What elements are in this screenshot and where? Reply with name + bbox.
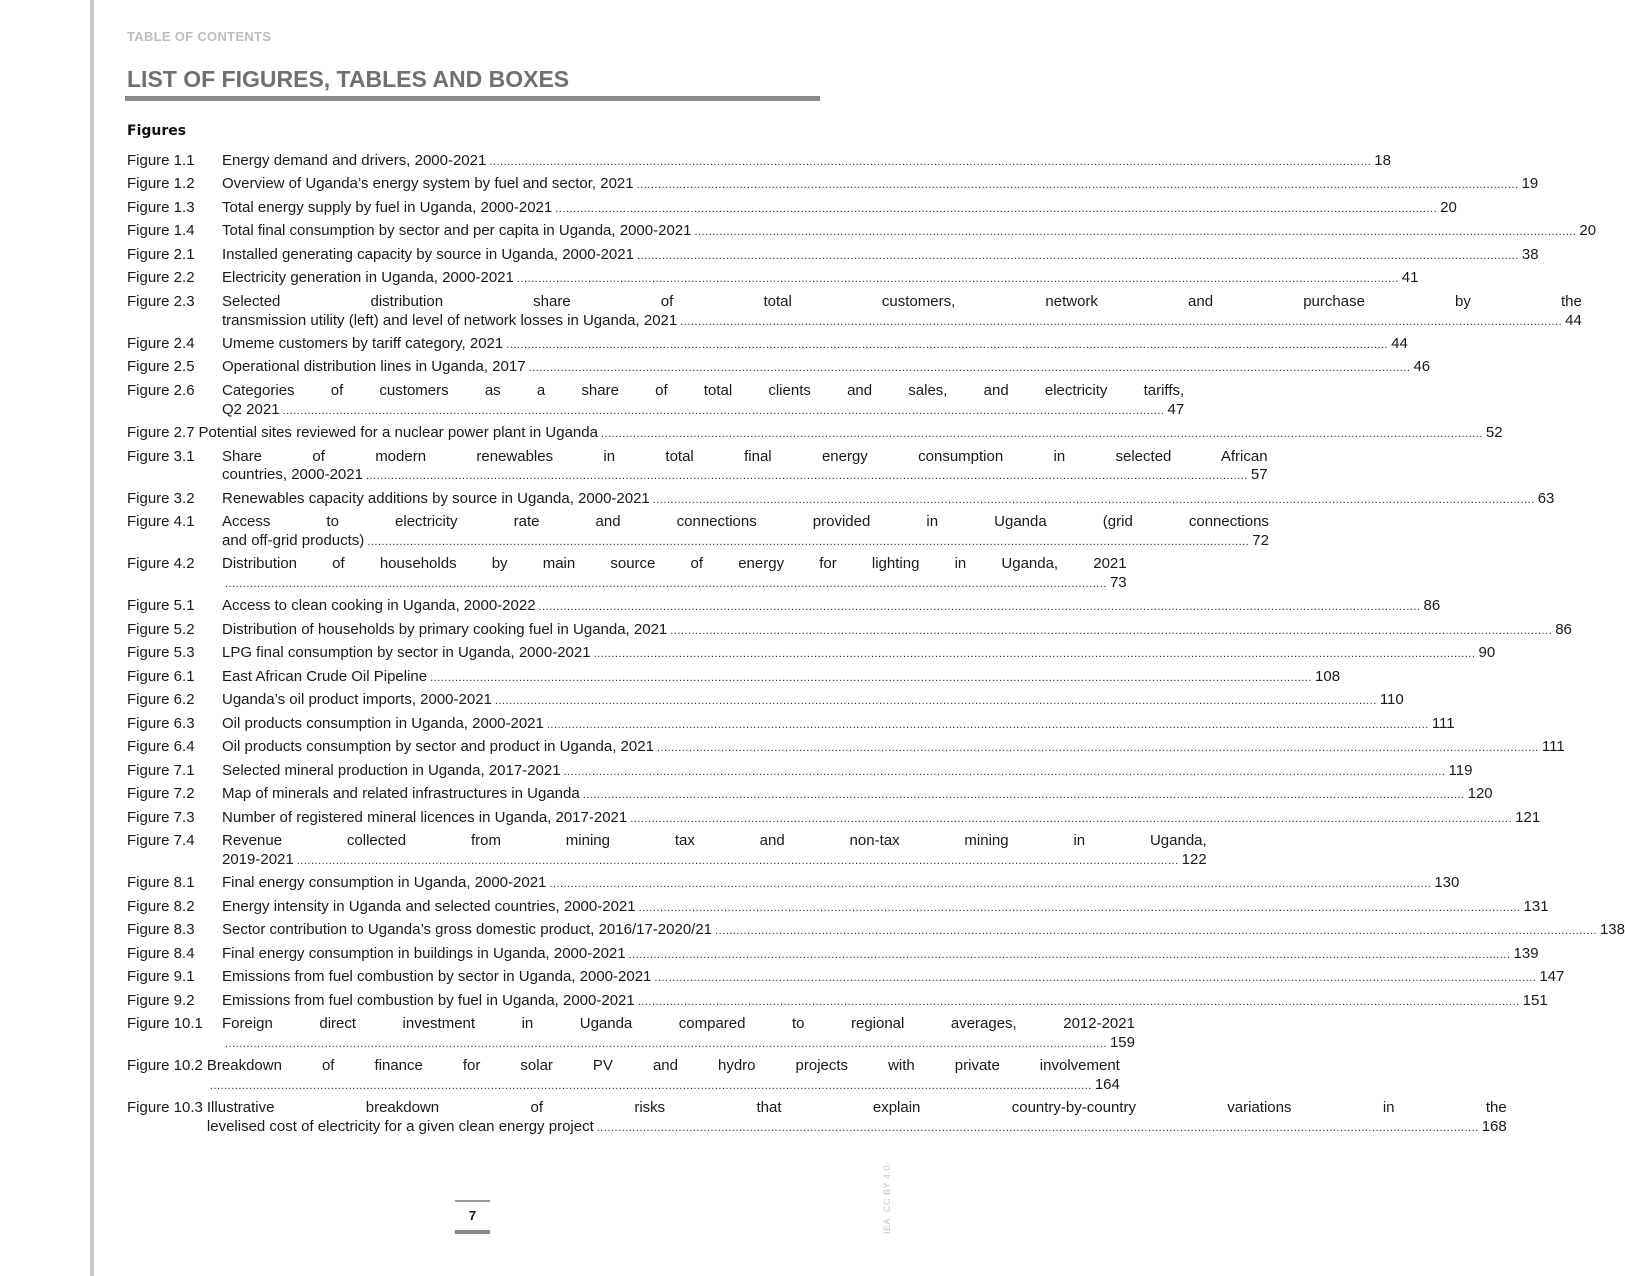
figure-title <box>222 269 1418 289</box>
figure-title <box>222 152 1391 172</box>
dot-leader <box>489 153 1371 172</box>
page-ref: 90 <box>1478 644 1496 662</box>
toc-entry[interactable] <box>127 738 1565 758</box>
figures-heading: Figures <box>127 123 187 139</box>
page-ref: 138 <box>1599 921 1625 939</box>
license-watermark: IEA. CC BY 4.0. <box>882 1162 892 1234</box>
page-ref: 20 <box>1440 198 1457 216</box>
page-ref: 57 <box>1250 466 1268 484</box>
page-ref: 44 <box>1391 334 1408 352</box>
page-ref: 72 <box>1252 531 1269 549</box>
figure-label: Figure 4.1 <box>127 513 195 531</box>
figure-title <box>222 762 1472 782</box>
figure-title-line: Distribution of households by main source of energy for lighting in Uganda, 2021 <box>222 555 1127 573</box>
page-ref: 46 <box>1413 358 1431 376</box>
page-ref: 41 <box>1401 269 1419 287</box>
figure-title <box>207 1099 1507 1137</box>
figure-title-line: Final energy consumption in Uganda, 2000-2021 <box>222 874 547 892</box>
dot-leader <box>495 692 1377 711</box>
figure-title <box>207 1057 1120 1095</box>
dot-leader <box>637 247 1519 266</box>
dot-leader <box>547 716 1429 735</box>
dot-leader <box>539 598 1421 617</box>
figure-title <box>222 199 1457 219</box>
figure-title <box>222 175 1538 195</box>
figure-title <box>222 691 1404 711</box>
toc-entry[interactable] <box>127 269 1419 289</box>
figure-label: Figure 8.3 <box>127 921 195 939</box>
dot-leader <box>680 313 1562 332</box>
toc-entry[interactable] <box>127 381 1185 420</box>
figure-title-line: Oil products consumption by sector and product in Uganda, 2021 <box>222 738 654 756</box>
figure-title-line: transmission utility (left) and level of network losses in Uganda, 2021 <box>222 311 678 329</box>
figure-label: Figure 7.2 <box>127 785 195 803</box>
toc-entry[interactable] <box>127 198 1457 219</box>
page-number-box <box>455 1200 490 1234</box>
page-ref: 119 <box>1448 761 1473 779</box>
page-ref: 73 <box>1109 573 1127 591</box>
page-ref: 122 <box>1181 850 1207 868</box>
figure-title-line: Categories of customers as a share of total clients and sales, and electricity tariffs, <box>222 381 1185 399</box>
figure-title-line: Energy demand and drivers, 2000-2021 <box>222 152 487 169</box>
figure-title-line: Emissions from fuel combustion by sector in Uganda, 2000-2021 <box>222 968 652 986</box>
dot-leader <box>670 622 1552 641</box>
figure-label: Figure 2.6 <box>127 381 195 399</box>
dot-leader <box>297 852 1179 871</box>
figure-title <box>222 513 1269 551</box>
figure-label: Figure 2.2 <box>127 269 195 287</box>
figure-title <box>222 738 1565 758</box>
figure-label: Figure 6.4 <box>127 738 195 756</box>
page-ref: 44 <box>1565 311 1582 329</box>
figure-title-line: Operational distribution lines in Uganda, 2017 <box>222 358 526 376</box>
page-ref: 108 <box>1315 667 1341 685</box>
dot-leader <box>529 359 1411 378</box>
toc-entry[interactable] <box>127 152 1391 172</box>
dot-leader <box>367 533 1249 552</box>
figure-title-line: Electricity generation in Uganda, 2000-2021 <box>222 269 514 287</box>
page-ref: 63 <box>1537 489 1555 507</box>
figure-title-line: Sector contribution to Uganda’s gross domestic product, 2016/17-2020/21 <box>222 921 713 939</box>
dot-leader <box>601 425 1483 444</box>
dot-leader <box>517 270 1399 289</box>
page-title: LIST OF FIGURES, TABLES AND BOXES <box>127 66 570 92</box>
figure-label: Figure 2.3 <box>127 292 195 310</box>
figure-label: Figure 5.2 <box>127 620 195 638</box>
figure-label: Figure 10.1 <box>127 1015 203 1033</box>
figure-label: Figure 4.2 <box>127 555 195 573</box>
figure-title-line: Selected distribution share of total customers, network and purchase by the <box>222 292 1582 310</box>
dot-leader <box>366 467 1248 486</box>
figure-title-line: Foreign direct investment in Uganda compared to regional averages, 2012-2021 <box>222 1015 1135 1033</box>
toc-entry[interactable] <box>127 832 1207 870</box>
figure-label: Figure 2.4 <box>127 334 195 352</box>
figure-label: Figure 10.2 <box>127 1057 203 1075</box>
dot-leader <box>597 1119 1479 1138</box>
figure-title <box>222 715 1455 735</box>
page-number: 7 <box>468 1208 477 1223</box>
figure-title-line: Installed generating capacity by source in Uganda, 2000-2021 <box>222 245 634 263</box>
figure-title-line: Uganda’s oil product imports, 2000-2021 <box>222 691 492 709</box>
figure-title-line: Potential sites reviewed for a nuclear power plant in Uganda <box>198 424 598 442</box>
toc-entry[interactable] <box>127 334 1408 355</box>
toc-entry[interactable] <box>127 447 1268 486</box>
figure-title <box>222 898 1549 918</box>
toc-entry[interactable] <box>127 714 1455 735</box>
page-ref: 139 <box>1513 944 1539 962</box>
figure-title <box>222 668 1340 688</box>
figure-title-line: East African Crude Oil Pipeline <box>222 667 428 685</box>
figure-title <box>222 785 1493 805</box>
toc-entry[interactable] <box>127 1015 1135 1053</box>
dot-leader <box>225 575 1107 594</box>
page-ref: 38 <box>1521 245 1539 263</box>
figure-title-line: Final energy consumption in buildings in Uganda, 2000-2021 <box>222 944 626 962</box>
dot-leader <box>654 969 1536 988</box>
toc-entry[interactable] <box>127 897 1549 918</box>
figure-title-line: Share of modern renewables in total final energy consumption in selected African <box>222 447 1268 465</box>
toc-entry[interactable] <box>127 921 1625 941</box>
figure-label: Figure 2.7 <box>127 424 195 442</box>
figure-title-line: Map of minerals and related infrastructures in Uganda <box>222 785 580 803</box>
figure-label: Figure 1.3 <box>127 198 195 216</box>
figure-title <box>222 644 1495 664</box>
page-ref: 47 <box>1167 400 1185 418</box>
page-ref: 147 <box>1539 968 1565 986</box>
figure-title <box>222 874 1459 894</box>
figure-label: Figure 8.2 <box>127 897 195 915</box>
figure-title-line: Renewables capacity additions by source in Uganda, 2000-2021 <box>222 489 650 507</box>
figure-title <box>222 992 1548 1012</box>
figure-title-line: Number of registered mineral licences in Uganda, 2017-2021 <box>222 808 628 826</box>
figure-title-line: 2019-2021 <box>222 850 294 868</box>
figure-title <box>222 1015 1135 1053</box>
figure-label: Figure 2.5 <box>127 358 195 376</box>
figure-label: Figure 6.2 <box>127 691 195 709</box>
toc-entry[interactable] <box>127 808 1541 829</box>
dot-leader <box>549 875 1431 894</box>
figure-title <box>222 246 1539 266</box>
toc-entry[interactable] <box>127 555 1127 593</box>
figure-title <box>222 968 1564 988</box>
figure-title <box>222 335 1408 355</box>
toc-entry[interactable] <box>127 175 1539 195</box>
figure-label: Figure 3.1 <box>127 447 195 465</box>
figure-title <box>222 921 1625 941</box>
dot-leader <box>283 402 1165 421</box>
page-ref: 120 <box>1467 785 1493 803</box>
dot-leader <box>506 336 1388 355</box>
figure-title <box>222 293 1582 331</box>
page-ref: 164 <box>1094 1075 1120 1093</box>
left-margin-bar <box>90 0 94 1276</box>
figure-title <box>222 945 1539 965</box>
dot-leader <box>638 993 1520 1012</box>
toc-entry[interactable] <box>127 691 1404 711</box>
dot-leader <box>715 922 1597 941</box>
dot-leader <box>594 645 1476 664</box>
toc-entry[interactable] <box>127 874 1460 894</box>
page-ref: 151 <box>1522 991 1548 1009</box>
figure-label: Figure 8.4 <box>127 944 195 962</box>
toc-entry[interactable] <box>127 292 1582 331</box>
page-ref: 19 <box>1521 175 1539 193</box>
figure-label: Figure 1.4 <box>127 222 195 240</box>
toc-entry[interactable] <box>127 424 1503 444</box>
toc-entry[interactable] <box>127 667 1341 688</box>
page-ref: 168 <box>1481 1117 1507 1135</box>
toc-entry[interactable] <box>127 245 1539 266</box>
figure-label: Figure 8.1 <box>127 874 195 892</box>
page-ref: 111 <box>1541 738 1565 756</box>
page-ref: 131 <box>1523 897 1549 915</box>
dot-leader <box>555 200 1437 219</box>
figure-title-line: Energy intensity in Uganda and selected countries, 2000-2021 <box>222 897 636 915</box>
page-ref: 18 <box>1374 152 1391 169</box>
figure-title <box>222 555 1127 593</box>
dot-leader <box>564 763 1446 782</box>
figure-title-line: Oil products consumption in Uganda, 2000-2021 <box>222 714 544 732</box>
figures-list <box>127 152 1625 1141</box>
figure-title-line: Access to clean cooking in Uganda, 2000-2022 <box>222 597 536 615</box>
title-underline <box>125 96 820 101</box>
toc-entry[interactable] <box>127 991 1548 1012</box>
dot-leader <box>629 946 1511 965</box>
figure-title <box>222 597 1440 617</box>
figure-title <box>222 448 1268 486</box>
dot-leader <box>637 176 1519 195</box>
dot-leader <box>583 786 1465 805</box>
figure-title <box>199 424 1503 444</box>
page-ref: 111 <box>1431 714 1455 732</box>
toc-entry[interactable] <box>127 944 1539 965</box>
figure-title-line: Breakdown of finance for solar PV and hydro projects with private involvement <box>206 1057 1120 1075</box>
dot-leader <box>639 899 1521 918</box>
figure-label: Figure 10.3 <box>127 1099 203 1117</box>
toc-entry[interactable] <box>127 513 1269 551</box>
figure-title-line: Overview of Uganda’s energy system by fuel and sector, 2021 <box>222 175 634 193</box>
toc-entry[interactable] <box>127 1057 1120 1095</box>
figure-label: Figure 6.1 <box>127 667 195 685</box>
figure-label: Figure 1.1 <box>127 152 195 169</box>
figure-title <box>222 490 1554 510</box>
page-ref: 20 <box>1579 222 1597 240</box>
figure-title <box>222 832 1207 870</box>
figure-label: Figure 7.4 <box>127 832 195 850</box>
page-ref: 110 <box>1379 691 1404 709</box>
toc-entry[interactable] <box>127 222 1597 242</box>
figure-title-line: Selected mineral production in Uganda, 2017-2021 <box>222 761 561 779</box>
figure-title-line: and off-grid products) <box>222 531 365 549</box>
dot-leader <box>653 491 1535 510</box>
figure-title-line: LPG final consumption by sector in Uganda, 2000-2021 <box>222 644 591 662</box>
figure-title-line: Umeme customers by tariff category, 2021 <box>222 334 504 352</box>
figure-label: Figure 5.1 <box>127 597 195 615</box>
page-ref: 86 <box>1555 620 1572 638</box>
figure-title-line: Total final consumption by sector and per capita in Uganda, 2000-2021 <box>222 222 692 240</box>
page-ref: 159 <box>1109 1033 1135 1051</box>
dot-leader <box>694 223 1576 242</box>
figure-title-line: Revenue collected from mining tax and non-tax mining in Uganda, <box>222 832 1207 850</box>
page-ref: 86 <box>1423 597 1441 615</box>
figure-title <box>222 358 1430 378</box>
figure-title-line: Illustrative breakdown of risks that explain country-by-country variations in the <box>206 1099 1507 1117</box>
figure-label: Figure 1.2 <box>127 175 195 193</box>
figure-label: Figure 2.1 <box>127 245 195 263</box>
dot-leader <box>630 810 1512 829</box>
page-ref: 130 <box>1434 874 1460 892</box>
figure-title-line: Emissions from fuel combustion by fuel in Uganda, 2000-2021 <box>222 991 635 1009</box>
figure-title <box>222 382 1184 420</box>
figure-title-line: levelised cost of electricity for a given clean energy project <box>206 1117 594 1135</box>
toc-entry[interactable] <box>127 1099 1507 1137</box>
toc-entry[interactable] <box>127 968 1565 988</box>
toc-entry[interactable] <box>127 620 1572 641</box>
figure-label: Figure 6.3 <box>127 714 195 732</box>
figure-title <box>222 222 1596 242</box>
figure-label: Figure 9.2 <box>127 991 195 1009</box>
figure-label: Figure 3.2 <box>127 489 195 507</box>
dot-leader <box>657 739 1539 758</box>
figure-title-line: Q2 2021 <box>222 400 280 418</box>
figure-title-line: Distribution of households by primary cooking fuel in Uganda, 2021 <box>222 620 668 638</box>
figure-title-line: Total energy supply by fuel in Uganda, 2000-2021 <box>222 198 553 216</box>
figure-label: Figure 7.1 <box>127 761 195 779</box>
figure-title-line: Access to electricity rate and connections provided in Uganda (grid connections <box>222 513 1269 531</box>
toc-entry[interactable] <box>127 597 1441 617</box>
page-ref: 121 <box>1515 808 1541 826</box>
figure-label: Figure 9.1 <box>127 968 195 986</box>
toc-entry[interactable] <box>127 489 1555 510</box>
figure-label: Figure 5.3 <box>127 644 195 662</box>
dot-leader <box>225 1035 1107 1054</box>
dot-leader <box>430 669 1312 688</box>
toc-entry[interactable] <box>127 644 1496 664</box>
page-ref: 52 <box>1485 424 1503 442</box>
figure-title <box>222 809 1540 829</box>
dot-leader <box>210 1077 1092 1096</box>
figure-label: Figure 7.3 <box>127 808 195 826</box>
figure-title <box>222 621 1572 641</box>
section-label: TABLE OF CONTENTS <box>127 29 272 44</box>
toc-entry[interactable] <box>127 761 1473 782</box>
toc-entry[interactable] <box>127 358 1431 378</box>
toc-entry[interactable] <box>127 785 1493 805</box>
figure-title-line: countries, 2000-2021 <box>222 466 363 484</box>
